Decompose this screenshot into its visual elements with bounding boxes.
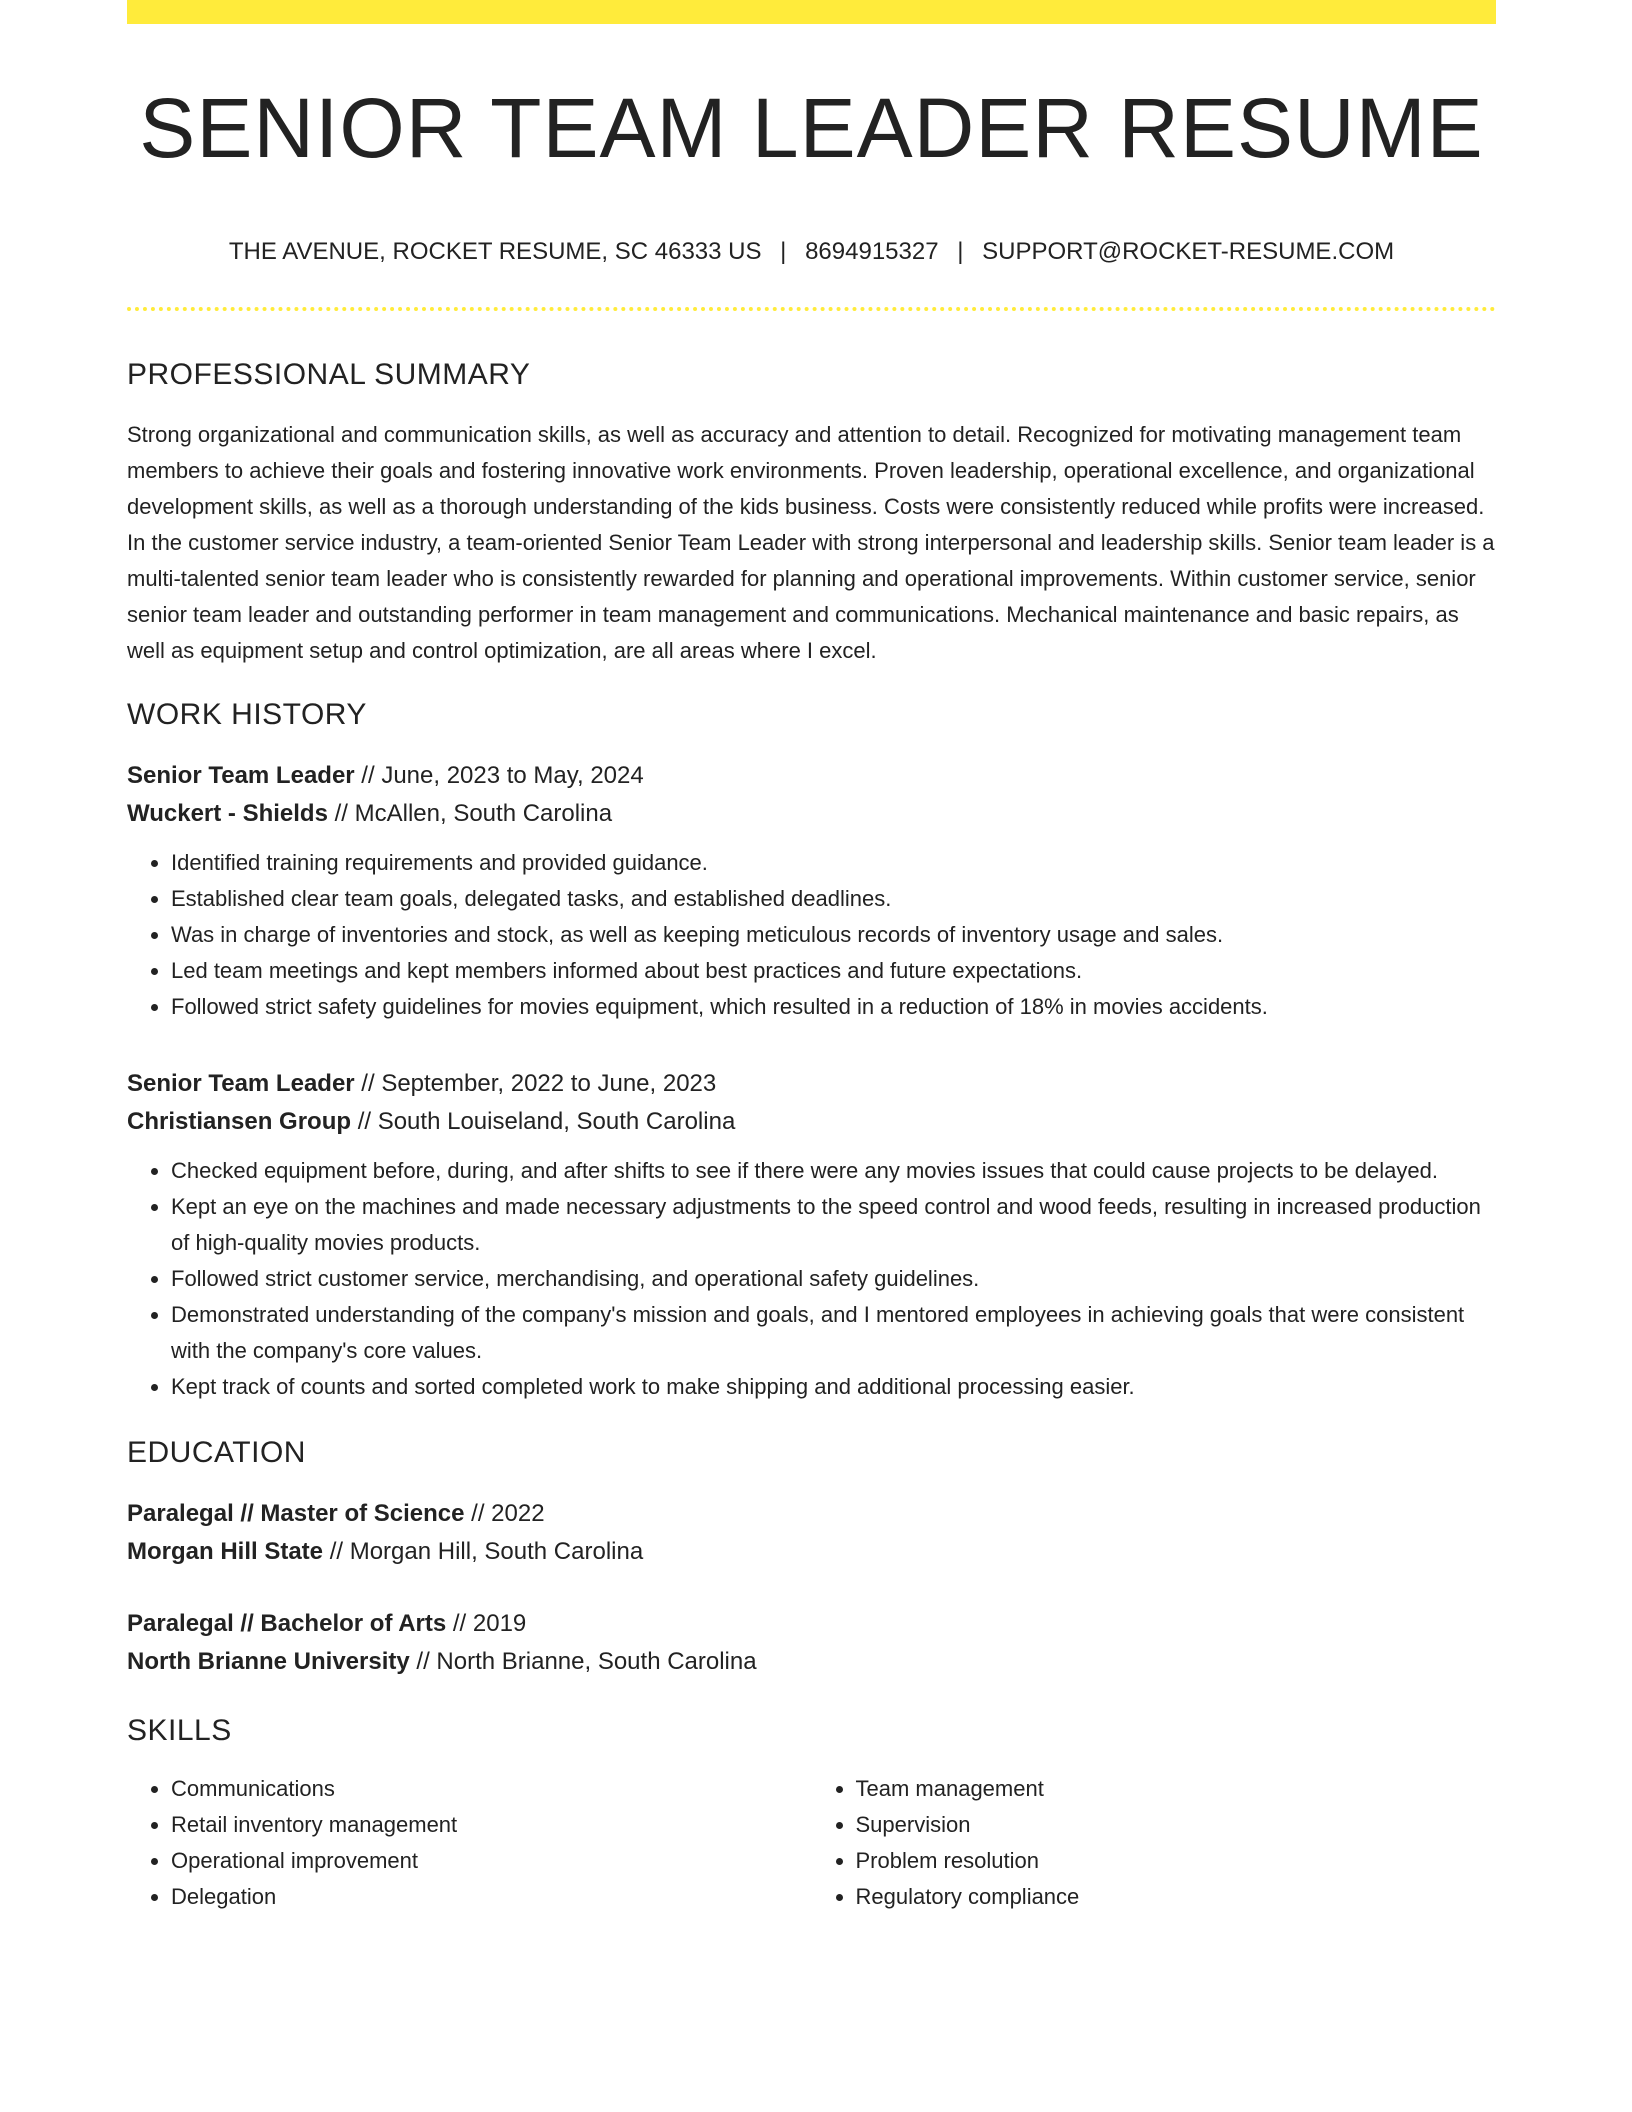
school: North Brianne University xyxy=(127,1647,410,1675)
job-bullets xyxy=(127,845,1496,1025)
contact-phone: 8694915327 xyxy=(805,238,939,265)
skill-item: • Communications xyxy=(171,1771,812,1807)
professional-summary-section xyxy=(127,357,1496,669)
work-history-heading: WORK HISTORY xyxy=(127,697,367,731)
contact-line xyxy=(127,238,1496,267)
education-entry xyxy=(127,1495,1496,1571)
job-bullet: • Kept an eye on the machines and made necessary adjustments to the speed control and wood feeds, resulting in increased production of high-quality movies products. xyxy=(171,1189,1496,1261)
skill-item: • Operational improvement xyxy=(171,1843,812,1879)
education-section xyxy=(127,1435,1496,1681)
job-title-line xyxy=(127,757,1496,795)
job-company: Christiansen Group xyxy=(127,1107,352,1135)
contact-separator: | xyxy=(957,238,964,265)
degree: Paralegal // Bachelor of Arts xyxy=(127,1609,447,1637)
contact-address: THE AVENUE, ROCKET RESUME, SC 46333 US xyxy=(228,238,762,265)
contact-separator: | xyxy=(780,238,787,265)
skills-column-right xyxy=(812,1771,1497,1915)
job-bullets xyxy=(127,1153,1496,1405)
job-bullet: • Followed strict customer service, merchandising, and operational safety guidelines. xyxy=(171,1261,1496,1297)
job-bullet: • Led team meetings and kept members informed about best practices and future expectations. xyxy=(171,953,1496,989)
job-company-line xyxy=(127,795,1496,833)
school-location: // North Brianne, South Carolina xyxy=(409,1647,757,1675)
skill-item: • Problem resolution xyxy=(856,1843,1497,1879)
job-bullet: • Kept track of counts and sorted completed work to make shipping and additional processing easier. xyxy=(171,1369,1496,1405)
education-entry xyxy=(127,1605,1496,1681)
school-location: // Morgan Hill, South Carolina xyxy=(323,1537,644,1565)
degree-line xyxy=(127,1495,1496,1533)
job-bullet: • Identified training requirements and provided guidance. xyxy=(171,845,1496,881)
skills-column-left xyxy=(127,1771,812,1915)
resume-title: SENIOR TEAM LEADER RESUME xyxy=(139,81,1484,175)
job-entry xyxy=(127,1065,1496,1405)
summary-text: Strong organizational and communication skills, as well as accuracy and attention to detail. Recognized for motivating management team members to achieve their goals and fostering innovative work environments. Proven leadership, operational excellence, and organizational development skills, as well as a thorough understanding of the kids business. Costs were consistently reduced while profits were increased. In the customer service industry, a team-oriented Senior Team Leader with strong interpersonal and leadership skills. Senior team leader is a multi-talented senior team leader who is consistently rewarded for planning and operational improvements. Within customer service, senior senior team leader and outstanding performer in team management and communications. Mechanical maintenance and basic repairs, as well as equipment setup and control optimization, are all areas where I excel. xyxy=(127,421,1495,663)
job-bullet: • Followed strict safety guidelines for movies equipment, which resulted in a reduction of 18% in movies accidents. xyxy=(171,989,1496,1025)
degree-line xyxy=(127,1605,1496,1643)
job-bullet: • Established clear team goals, delegated tasks, and established deadlines. xyxy=(171,881,1496,917)
degree-year: // 2019 xyxy=(446,1609,527,1637)
skills-heading: SKILLS xyxy=(127,1713,232,1747)
job-title: Senior Team Leader xyxy=(127,761,355,789)
job-title: Senior Team Leader xyxy=(127,1069,355,1097)
skill-item: • Delegation xyxy=(171,1879,812,1915)
job-bullet: • Demonstrated understanding of the company's mission and goals, and I mentored employees in achieving goals that were consistent with the company's core values. xyxy=(171,1297,1496,1369)
job-bullet: • Checked equipment before, during, and after shifts to see if there were any movies issues that could cause projects to be delayed. xyxy=(171,1153,1496,1189)
skill-item: • Retail inventory management xyxy=(171,1807,812,1843)
job-dates: // September, 2022 to June, 2023 xyxy=(354,1069,717,1097)
job-company: Wuckert - Shields xyxy=(127,799,328,827)
skill-item: • Team management xyxy=(856,1771,1497,1807)
resume-page xyxy=(127,0,1496,1915)
degree-year: // 2022 xyxy=(464,1499,545,1527)
summary-heading: PROFESSIONAL SUMMARY xyxy=(127,357,531,391)
job-bullet: • Was in charge of inventories and stock, as well as keeping meticulous records of inventory usage and sales. xyxy=(171,917,1496,953)
skill-item: • Supervision xyxy=(856,1807,1497,1843)
skills-section xyxy=(127,1713,1496,1915)
skills-grid xyxy=(127,1771,1496,1915)
degree: Paralegal // Master of Science xyxy=(127,1499,465,1527)
job-entry xyxy=(127,757,1496,1025)
contact-email: SUPPORT@ROCKET-RESUME.COM xyxy=(982,238,1395,265)
school: Morgan Hill State xyxy=(127,1537,324,1565)
job-company-line xyxy=(127,1103,1496,1141)
education-heading: EDUCATION xyxy=(127,1435,306,1469)
job-location: // McAllen, South Carolina xyxy=(327,799,613,827)
work-history-section xyxy=(127,697,1496,1405)
job-dates: // June, 2023 to May, 2024 xyxy=(354,761,644,789)
accent-top-bar xyxy=(127,0,1496,24)
dotted-divider xyxy=(127,307,1496,311)
job-title-line xyxy=(127,1065,1496,1103)
school-line xyxy=(127,1533,1496,1571)
skill-item: • Regulatory compliance xyxy=(856,1879,1497,1915)
school-line xyxy=(127,1643,1496,1681)
job-location: // South Louiseland, South Carolina xyxy=(351,1107,736,1135)
